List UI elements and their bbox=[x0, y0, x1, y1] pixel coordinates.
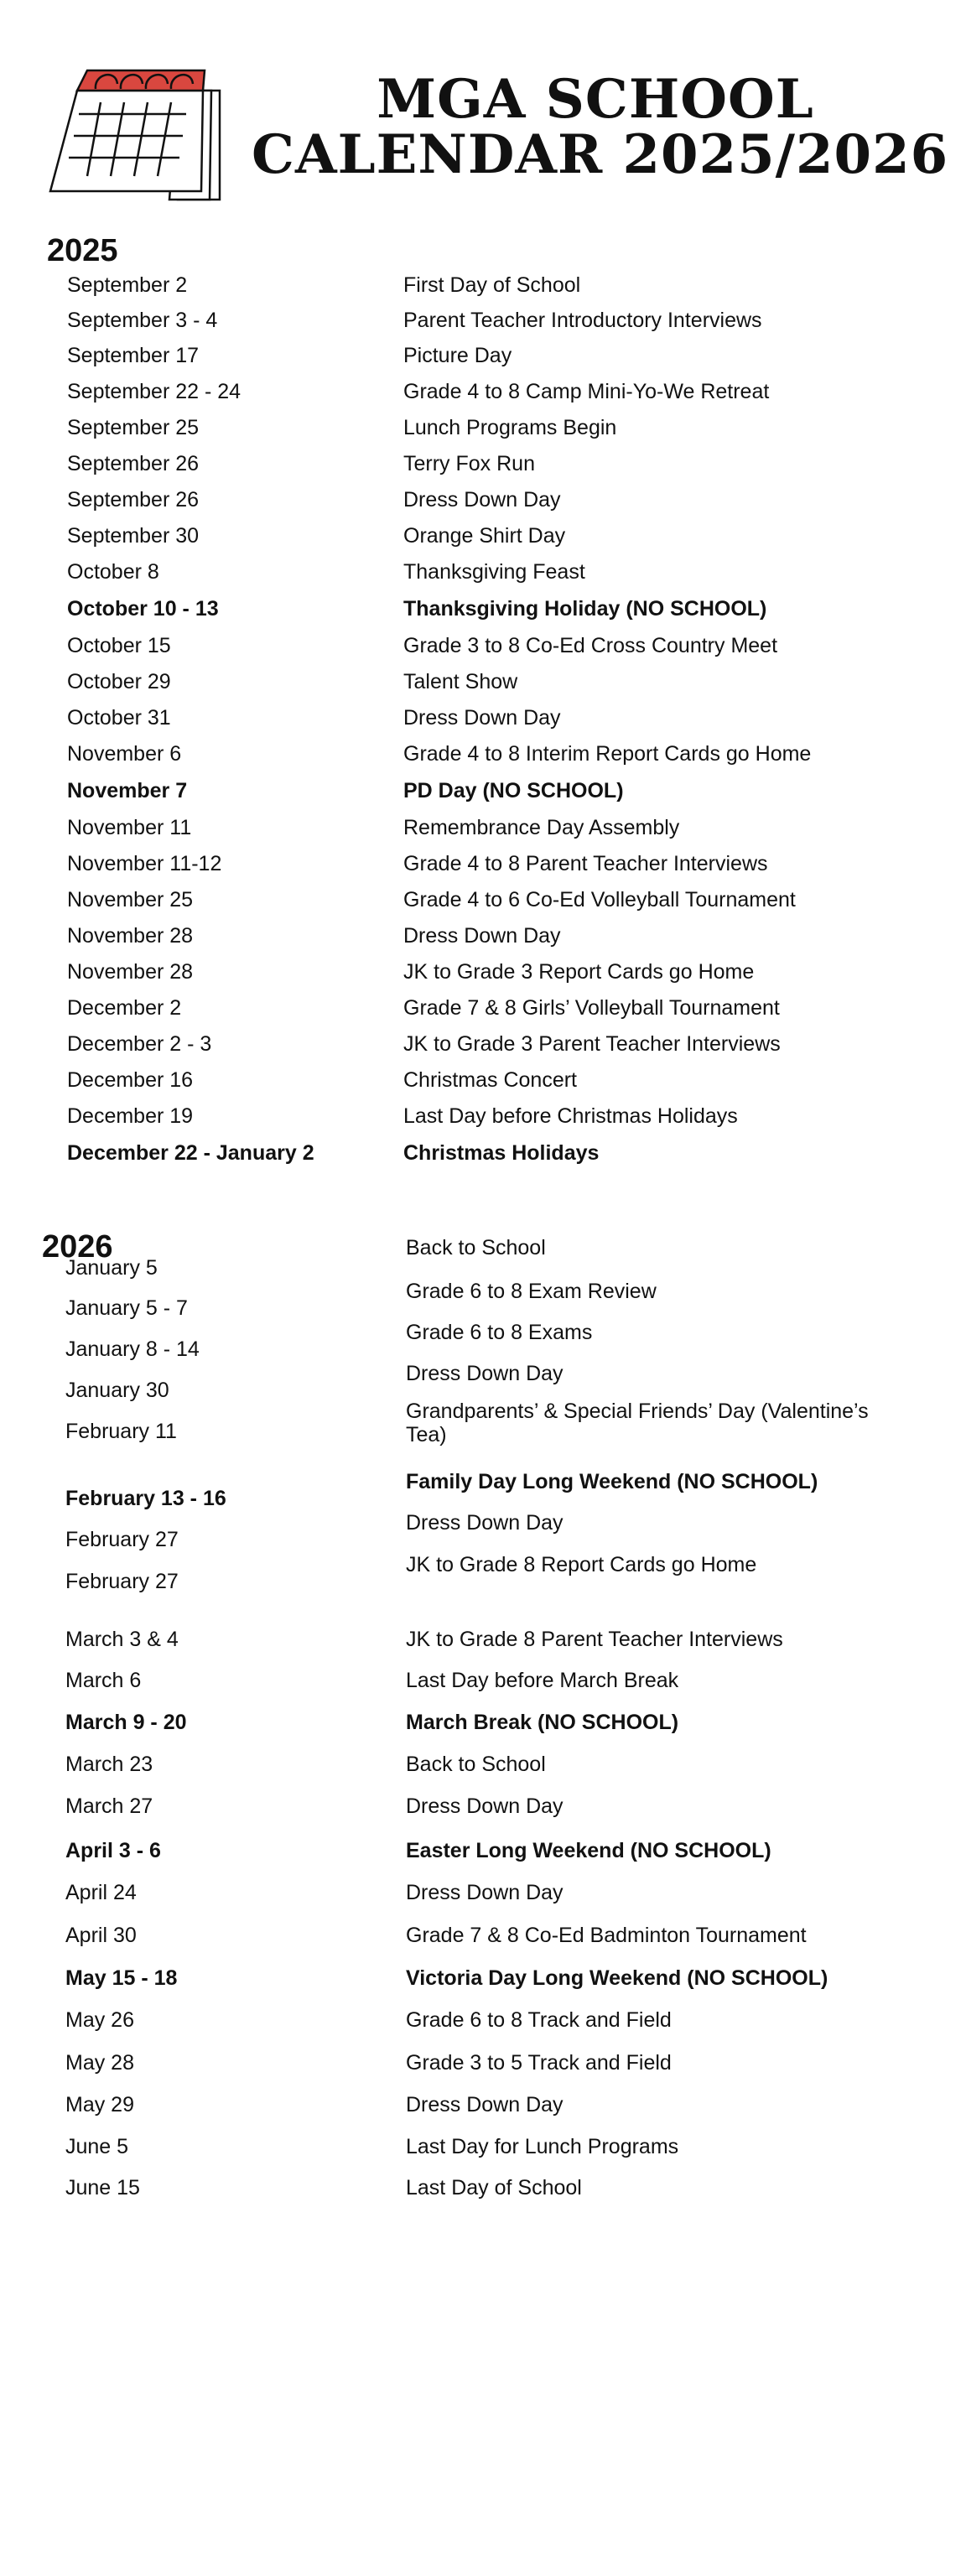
event-date: December 22 - January 2 bbox=[67, 1141, 314, 1165]
event-description: Last Day before March Break bbox=[406, 1669, 679, 1692]
event-description: Back to School bbox=[406, 1753, 546, 1776]
event-date: April 30 bbox=[65, 1924, 137, 1947]
event-description: Dress Down Day bbox=[403, 924, 561, 948]
event-description: Grade 4 to 8 Parent Teacher Interviews bbox=[403, 852, 768, 875]
event-date: September 17 bbox=[67, 344, 200, 367]
event-description: Grade 6 to 8 Exam Review bbox=[406, 1280, 657, 1303]
event-date: January 8 - 14 bbox=[65, 1337, 200, 1361]
event-description: JK to Grade 8 Parent Teacher Interviews bbox=[406, 1628, 783, 1651]
event-description: Terry Fox Run bbox=[403, 452, 535, 475]
event-description: Family Day Long Weekend (NO SCHOOL) bbox=[406, 1470, 818, 1493]
event-date: September 30 bbox=[67, 524, 200, 548]
event-description: Dress Down Day bbox=[406, 1362, 564, 1385]
event-description: Back to School bbox=[406, 1236, 546, 1259]
event-description: Last Day of School bbox=[406, 2176, 582, 2199]
event-date: March 3 & 4 bbox=[65, 1628, 179, 1651]
event-date: May 28 bbox=[65, 2051, 134, 2075]
event-description: JK to Grade 3 Parent Teacher Interviews bbox=[403, 1032, 781, 1056]
event-date: December 16 bbox=[67, 1068, 194, 1092]
year-heading-2025: 2025 bbox=[47, 233, 118, 268]
event-description: Lunch Programs Begin bbox=[403, 416, 617, 439]
event-description: JK to Grade 8 Report Cards go Home bbox=[406, 1553, 757, 1576]
event-date: September 25 bbox=[67, 416, 200, 439]
event-date: March 9 - 20 bbox=[65, 1711, 187, 1734]
event-description: Grade 6 to 8 Track and Field bbox=[406, 2008, 672, 2032]
event-date: November 7 bbox=[67, 779, 188, 802]
event-date: November 11-12 bbox=[67, 852, 222, 875]
event-date: February 13 - 16 bbox=[65, 1487, 226, 1510]
event-description: Christmas Concert bbox=[403, 1068, 577, 1092]
event-description: Victoria Day Long Weekend (NO SCHOOL) bbox=[406, 1966, 828, 1990]
event-date: September 22 - 24 bbox=[67, 380, 242, 403]
event-description: Thanksgiving Feast bbox=[403, 560, 585, 584]
event-description: Orange Shirt Day bbox=[403, 524, 566, 548]
event-description: Grade 7 & 8 Girls’ Volleyball Tournament bbox=[403, 996, 780, 1020]
event-date: December 19 bbox=[67, 1104, 194, 1128]
event-description: Grade 4 to 8 Camp Mini-Yo-We Retreat bbox=[403, 380, 770, 403]
event-date: January 30 bbox=[65, 1379, 169, 1402]
event-description: First Day of School bbox=[403, 273, 581, 297]
event-date: May 29 bbox=[65, 2093, 134, 2116]
event-date: June 5 bbox=[65, 2135, 129, 2158]
event-description: Dress Down Day bbox=[406, 2093, 564, 2116]
event-description: Last Day for Lunch Programs bbox=[406, 2135, 679, 2158]
event-description: Dress Down Day bbox=[406, 1881, 564, 1904]
event-description: March Break (NO SCHOOL) bbox=[406, 1711, 679, 1734]
event-date: October 8 bbox=[67, 560, 159, 584]
event-description: Grandparents’ & Special Friends’ Day (Valentine’s Tea) bbox=[406, 1400, 869, 1446]
event-date: November 11 bbox=[67, 816, 192, 839]
event-description: Dress Down Day bbox=[403, 706, 561, 730]
event-description: Christmas Holidays bbox=[403, 1141, 600, 1165]
event-description: Easter Long Weekend (NO SCHOOL) bbox=[406, 1839, 771, 1862]
event-date: March 23 bbox=[65, 1753, 153, 1776]
page-header bbox=[0, 0, 966, 210]
event-date: November 28 bbox=[67, 960, 194, 984]
event-description: Dress Down Day bbox=[406, 1511, 564, 1535]
page-title bbox=[252, 68, 949, 186]
event-date: February 27 bbox=[65, 1570, 179, 1593]
event-date: September 2 bbox=[67, 273, 188, 297]
event-date: June 15 bbox=[65, 2176, 140, 2199]
event-date: October 10 - 13 bbox=[67, 597, 219, 621]
event-description: Thanksgiving Holiday (NO SCHOOL) bbox=[403, 597, 767, 621]
event-description: Grade 6 to 8 Exams bbox=[406, 1321, 593, 1344]
event-date: December 2 - 3 bbox=[67, 1032, 212, 1056]
event-date: November 25 bbox=[67, 888, 194, 911]
event-description: Grade 4 to 8 Interim Report Cards go Home bbox=[403, 742, 812, 766]
title-line-2: CALENDAR 2025/2026 bbox=[252, 123, 949, 186]
event-date: November 28 bbox=[67, 924, 194, 948]
event-date: April 3 - 6 bbox=[65, 1839, 161, 1862]
event-date: October 29 bbox=[67, 670, 171, 693]
event-date: February 11 bbox=[65, 1420, 177, 1443]
event-description: Last Day before Christmas Holidays bbox=[403, 1104, 738, 1128]
event-date: March 6 bbox=[65, 1669, 142, 1692]
event-description: Talent Show bbox=[403, 670, 518, 693]
event-description: Grade 3 to 8 Co-Ed Cross Country Meet bbox=[403, 634, 778, 657]
event-date: September 26 bbox=[67, 488, 200, 512]
event-description: JK to Grade 3 Report Cards go Home bbox=[403, 960, 755, 984]
event-description: Parent Teacher Introductory Interviews bbox=[403, 309, 762, 332]
event-description: Grade 4 to 6 Co-Ed Volleyball Tournament bbox=[403, 888, 796, 911]
event-date: January 5 bbox=[65, 1256, 158, 1280]
event-description: Remembrance Day Assembly bbox=[403, 816, 680, 839]
event-date: May 26 bbox=[65, 2008, 134, 2032]
event-description: Picture Day bbox=[403, 344, 512, 367]
event-date: March 27 bbox=[65, 1794, 153, 1818]
event-date: September 3 - 4 bbox=[67, 309, 218, 332]
event-date: February 27 bbox=[65, 1528, 179, 1551]
title-line-1: MGA SCHOOL bbox=[377, 68, 814, 131]
event-date: January 5 - 7 bbox=[65, 1296, 188, 1320]
event-description: Dress Down Day bbox=[403, 488, 561, 512]
event-date: December 2 bbox=[67, 996, 182, 1020]
event-date: April 24 bbox=[65, 1881, 137, 1904]
event-description: Grade 7 & 8 Co-Ed Badminton Tournament bbox=[406, 1924, 807, 1947]
event-description: Dress Down Day bbox=[406, 1794, 564, 1818]
event-date: October 15 bbox=[67, 634, 171, 657]
event-date: November 6 bbox=[67, 742, 182, 766]
event-date: October 31 bbox=[67, 706, 171, 730]
event-date: September 26 bbox=[67, 452, 200, 475]
year-heading-2026: 2026 bbox=[42, 1229, 113, 1265]
event-description: Grade 3 to 5 Track and Field bbox=[406, 2051, 672, 2075]
calendar-icon bbox=[44, 65, 230, 210]
event-date: May 15 - 18 bbox=[65, 1966, 178, 1990]
event-description: PD Day (NO SCHOOL) bbox=[403, 779, 624, 802]
